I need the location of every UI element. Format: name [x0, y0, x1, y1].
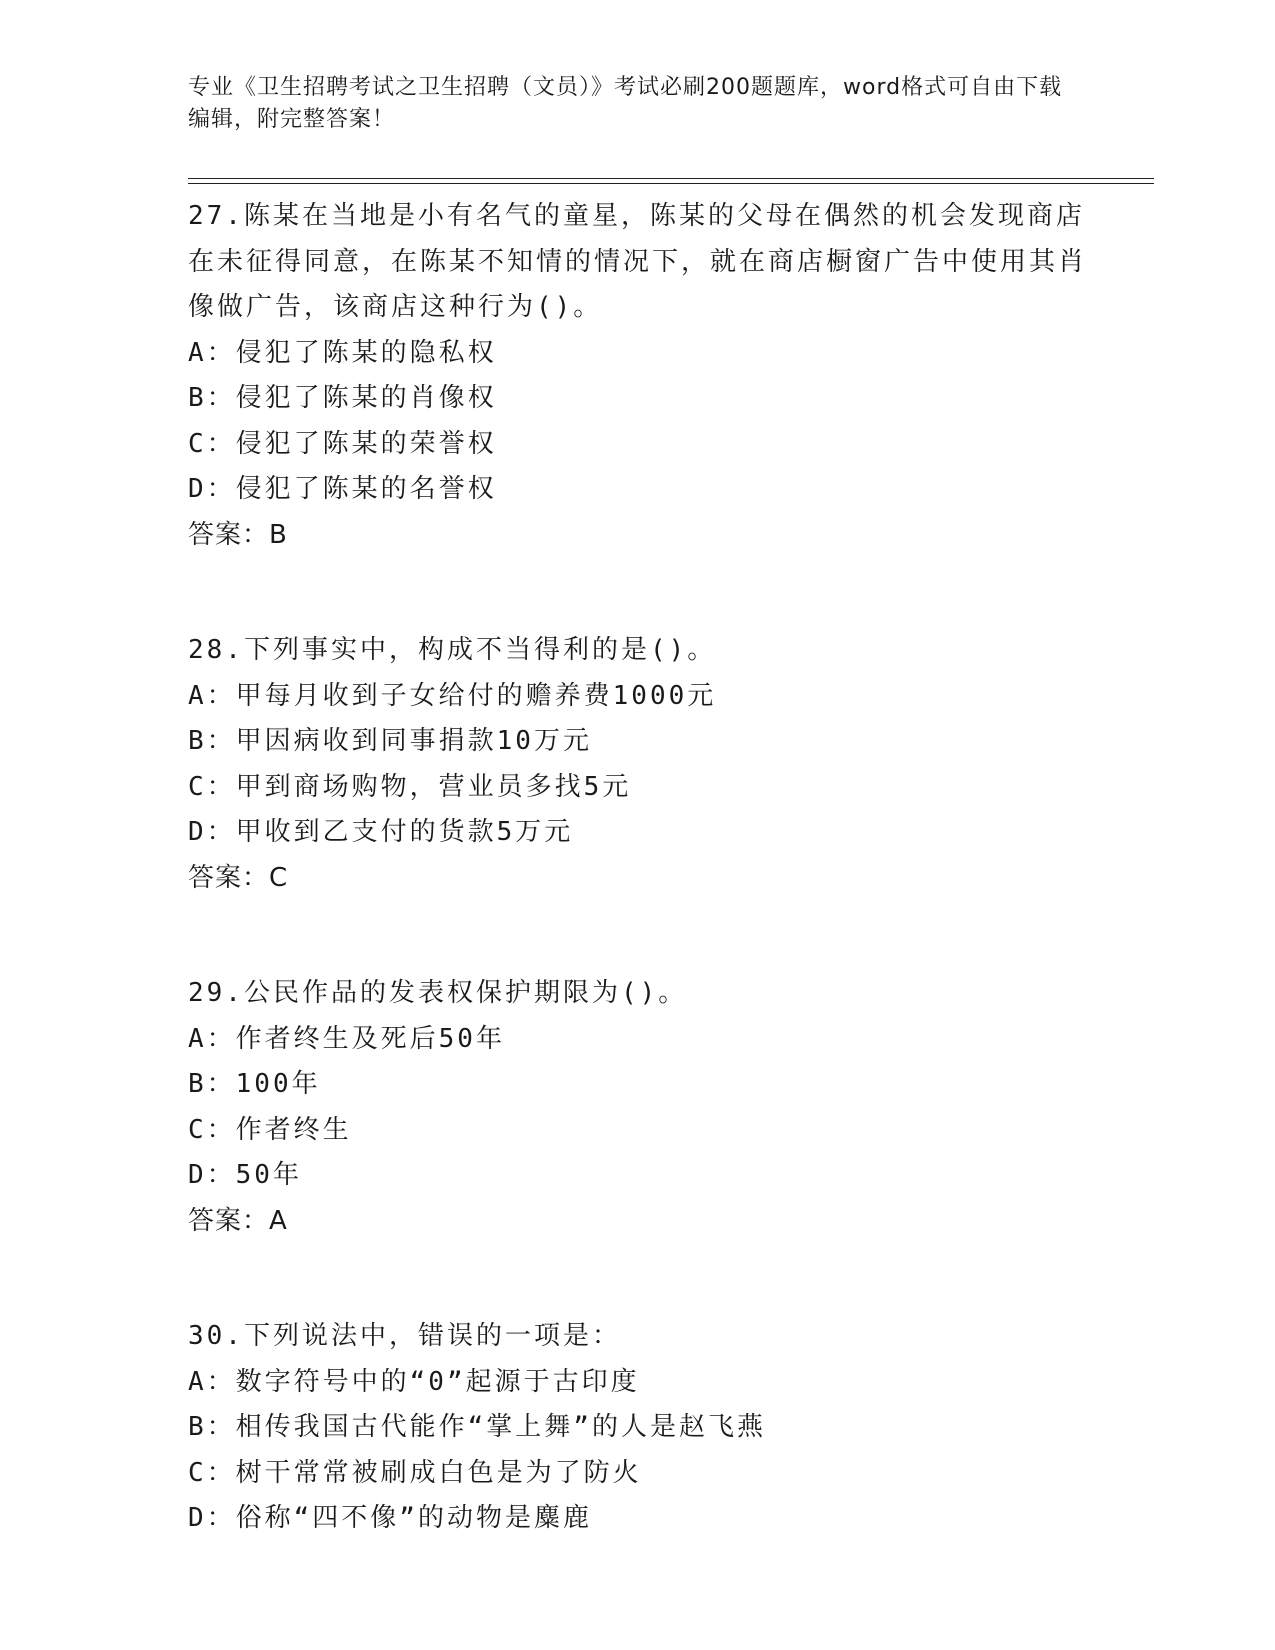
- option-a: A：作者终生及死后50年: [188, 1023, 505, 1054]
- question-30: [188, 1314, 1088, 1542]
- question-list: [188, 194, 1088, 1542]
- header-divider-bottom: [188, 183, 1154, 184]
- option-d: D：侵犯了陈某的名誉权: [188, 474, 497, 504]
- question-spacer: [188, 558, 1088, 628]
- option-a: A：甲每月收到子女给付的赡养费1000元: [188, 680, 717, 711]
- option-b: B：100年: [188, 1069, 321, 1099]
- option-b: B：甲因病收到同事捐款10万元: [188, 726, 592, 756]
- option-d: D：俗称“四不像”的动物是麋鹿: [188, 1503, 592, 1533]
- question-27: [188, 194, 1088, 558]
- option-c: C：作者终生: [188, 1114, 352, 1145]
- question-stem: 28.下列事实中，构成不当得利的是()。: [188, 635, 717, 665]
- question-28: [188, 628, 1088, 901]
- answer-label: 答案：B: [188, 519, 288, 550]
- question-stem: 29.公民作品的发表权保护期限为()。: [188, 978, 688, 1008]
- option-b: B：侵犯了陈某的肖像权: [188, 383, 497, 413]
- document-header: [188, 72, 1068, 136]
- answer-label: 答案：A: [188, 1205, 288, 1236]
- answer-label: 答案：C: [188, 862, 289, 893]
- question-29: [188, 971, 1088, 1244]
- question-stem: 30.下列说法中，错误的一项是：: [188, 1321, 621, 1351]
- option-c: C：侵犯了陈某的荣誉权: [188, 428, 497, 459]
- option-c: C：甲到商场购物，营业员多找5元: [188, 771, 632, 802]
- option-c: C：树干常常被刷成白色是为了防火: [188, 1457, 642, 1488]
- question-spacer: [188, 901, 1088, 971]
- option-b: B：相传我国古代能作“掌上舞”的人是赵飞燕: [188, 1412, 766, 1442]
- option-d: D：甲收到乙支付的货款5万元: [188, 817, 574, 847]
- question-stem: 27.陈某在当地是小有名气的童星，陈某的父母在偶然的机会发现商店在未征得同意，在陈某不知情的情况下，就在商店橱窗广告中使用其肖像做广告，该商店这种行为()。: [188, 201, 1088, 322]
- option-a: A：侵犯了陈某的隐私权: [188, 337, 497, 368]
- option-a: A：数字符号中的“0”起源于古印度: [188, 1366, 640, 1397]
- option-d: D：50年: [188, 1160, 302, 1190]
- question-spacer: [188, 1244, 1088, 1314]
- header-text: 专业《卫生招聘考试之卫生招聘（文员）》考试必刷200题题库，word格式可自由下载编辑，附完整答案！: [188, 75, 1063, 132]
- header-divider-top: [188, 178, 1154, 179]
